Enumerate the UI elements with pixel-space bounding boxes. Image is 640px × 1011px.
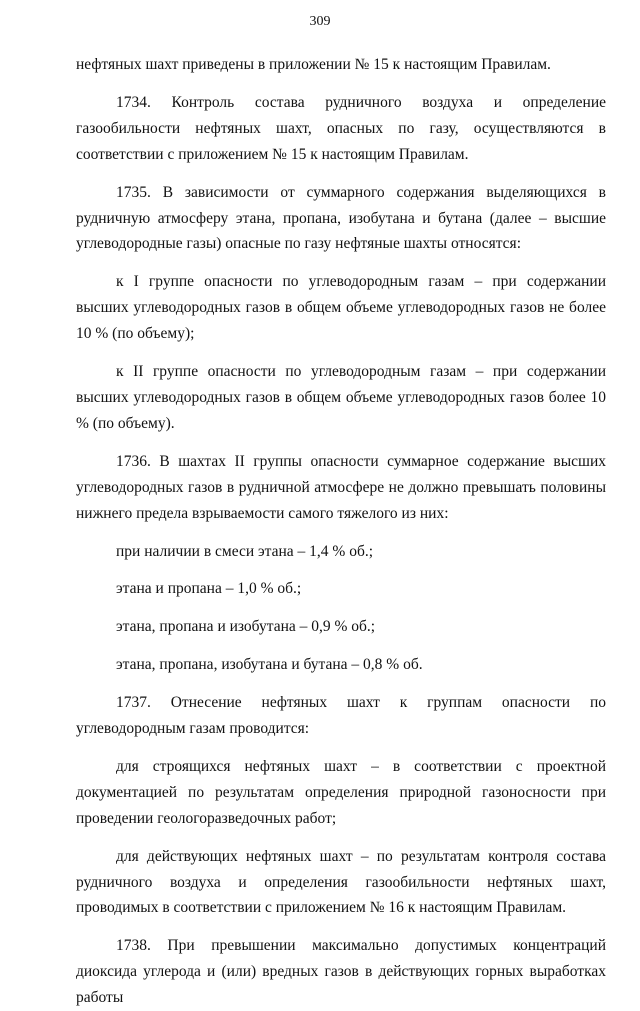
paragraph-1734: 1734. Контроль состава рудничного воздуха и определение газообильности нефтяных шахт, опасных по газу, осуществляются в соответствии с приложением № 15 к настоящим Правилам. xyxy=(76,93,606,163)
list-item-ethane-propane-isobutane-butane: этана, пропана, изобутана и бутана – 0,8 % об. xyxy=(116,656,423,674)
paragraph-1737: 1737. Отнесение нефтяных шахт к группам опасности по углеводородным газам проводится: xyxy=(76,694,606,738)
list-item-ethane: при наличии в смеси этана – 1,4 % об.; xyxy=(116,542,374,560)
page-number: 309 xyxy=(309,14,331,29)
paragraph-group-2: к II группе опасности по углеводородным газам – при содержании высших углеводородных газов в общем объеме углеводородных газов более 10 % (по объему). xyxy=(76,363,606,432)
paragraph-1735: 1735. В зависимости от суммарного содержания выделяющихся в рудничную атмосферу этана, пропана, изобутана и бутана (далее – высшие углеводородные газы) опасные по газу нефтяные шахты относятся: xyxy=(76,183,606,253)
document-body xyxy=(76,52,606,1011)
paragraph-1736: 1736. В шахтах II группы опасности суммарное содержание высших углеводородных газов в рудничной атмосфере не должно превышать половины нижнего предела взрываемости самого тяжелого из них: xyxy=(76,452,606,522)
list-item-ethane-propane-isobutane: этана, пропана и изобутана – 0,9 % об.; xyxy=(116,618,376,636)
paragraph-new-shafts: для строящихся нефтяных шахт – в соответствии с проектной документацией по результатам определения природной газоносности при проведении геологоразведочных работ; xyxy=(76,757,606,827)
paragraph-operating-shafts: для действующих нефтяных шахт – по результатам контроля состава рудничного воздуха и определения газообильности нефтяных шахт, проводимых в соответствии с приложением № 16 к настоящим Правилам. xyxy=(76,847,606,917)
paragraph-1738: 1738. При превышении максимально допустимых концентраций диоксида углерода и (или) вредных газов в действующих горных выработках работы xyxy=(76,937,606,1007)
paragraph-group-1: к I группе опасности по углеводородным газам – при содержании высших углеводородных газов в общем объеме углеводородных газов не более 10 % (по объему); xyxy=(76,273,606,343)
list-item-ethane-propane: этана и пропана – 1,0 % об.; xyxy=(116,580,302,598)
paragraph-continuation: нефтяных шахт приведены в приложении № 15 к настоящим Правилам. xyxy=(76,56,551,73)
